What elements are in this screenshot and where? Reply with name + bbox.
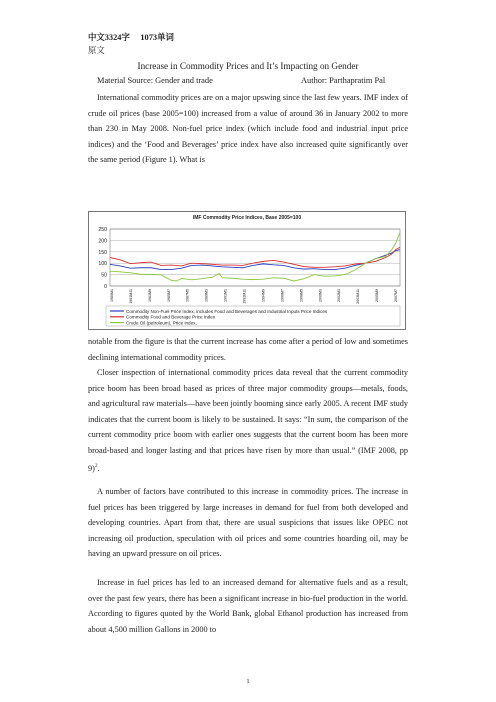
chart-title: IMF Commodity Price Indices, Base 2005=100	[192, 215, 302, 221]
legend-label-nonfuel: Commodity Non-Fuel Price Index, includes Food and Beverages and Industrial Inputs Price Indices	[126, 308, 328, 314]
commodity-price-chart	[88, 211, 406, 330]
x-tick-label: 1998M5	[299, 289, 304, 302]
author-line: Author: Parthapratim Pal	[301, 76, 386, 85]
x-tick-label: 1985M7	[166, 289, 171, 302]
x-tick-label: 1980M1	[110, 289, 114, 302]
x-tick-label: 2000M3	[318, 289, 323, 302]
x-tick-label: 1992M11	[242, 289, 247, 304]
paragraph-3-text: Closer inspection of international commodity prices data reveal that the current commodity price boom has been broad based as prices of three major commodity groups—metals, foods, and agricultural raw materials—have been jointly booming since early 2005. A recent IMF study indicates that the current boom is likely to be sustained. It says: “In sum, the comparison of the current commodity price boom with earlier ones suggests that the current boom has been more broad-based and longer lasting and that prices have risen by more than usual.” (IMF 2008, pp 9)	[88, 368, 408, 473]
paragraph-4: A number of factors have contributed to this increase in commodity prices. The increase in fuel prices has been triggered by large increases in demand for fuel from both developed and developing countries. Apart from that, there are usual suspicions that issues like OPEC not increasing oil production, speculation with oil prices and some countries hoarding oil, may be having an upward pressure on oil prices.	[88, 487, 408, 559]
x-tick-label: 2005M9	[375, 289, 380, 302]
paragraph-3	[88, 365, 408, 476]
material-source: Material Source: Gender and trade	[97, 76, 213, 85]
x-tick-label: 1987M5	[185, 289, 190, 302]
paragraph-1: International commodity prices are on a major upswing since the last few years. IMF index of crude oil prices (base 2005=100) increased from a value of around 36 in January 2002 to more than 230 in May 2008. Non-fuel price index (which include food and industrial input price indices) and the ‘Food and Beverages’ price index have also increased quite significantly over the same period (Figure 1). What is	[88, 93, 408, 165]
paragraph-3-end: .	[97, 463, 100, 473]
y-tick-label: 0	[104, 284, 107, 290]
article-title: Increase in Commodity Prices and It’s Impacting on Gender	[137, 61, 359, 71]
x-tick-label: 1983M9	[147, 289, 152, 302]
x-tick-label: 1991M1	[223, 289, 228, 302]
paragraph-5: Increase in fuel prices has led to an increased demand for alternative fuels and as a result, over the past few years, there has been a significant increase in bio-fuel production in the world. According to figures quoted by the World Bank, global Ethanol production has increased from about 4,500 million Gallons in 2000 to	[88, 578, 408, 634]
page-number: 1	[246, 678, 250, 685]
x-tick-label: 2007M7	[394, 289, 398, 302]
x-tick-label: 2003M11	[356, 289, 361, 304]
y-tick-label: 200	[98, 238, 107, 245]
x-tick-label: 1996M7	[280, 289, 285, 302]
original-text-label: 原文	[88, 46, 105, 55]
y-tick-label: 100	[98, 261, 107, 268]
legend-label-food: Commodity Food and Beverage Price Index	[126, 314, 216, 320]
legend-label-crude: Crude Oil (petroleum), Price index,	[126, 320, 197, 326]
x-tick-label: 1994M9	[261, 289, 266, 302]
footnote-ref: 2	[94, 462, 98, 469]
y-tick-label: 50	[101, 272, 107, 279]
chart-svg	[88, 211, 406, 330]
x-tick-label: 2002M1	[337, 289, 342, 302]
x-tick-label: 1981M11	[128, 289, 133, 304]
paragraph-2: notable from the figure is that the current increase has come after a period of low and sometimes declining international commodity prices.	[88, 337, 408, 362]
word-count-label: 中文3324字 1073单词	[88, 33, 174, 42]
y-tick-label: 250	[98, 227, 107, 233]
y-tick-label: 150	[98, 249, 107, 256]
x-tick-label: 1989M3	[204, 289, 209, 302]
